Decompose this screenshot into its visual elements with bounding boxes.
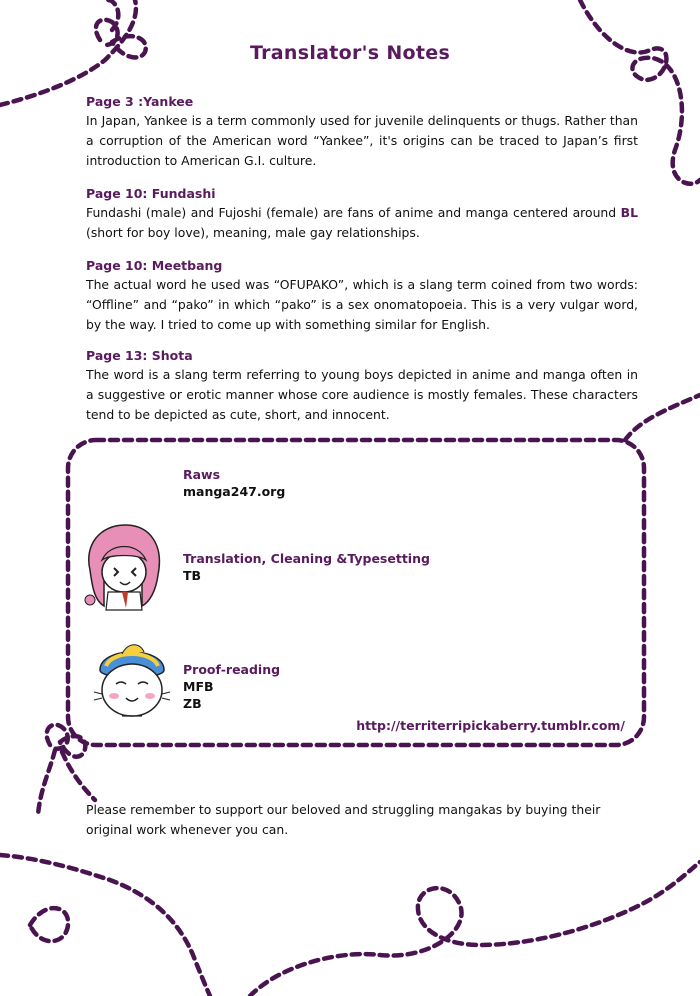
note-body: In Japan, Yankee is a term commonly used for juvenile delinquents or thugs. Rather than a corruption of the American word “Yankee”, it's origins can be traced to Japan’s first introduction to American G.I. culture. <box>86 113 638 168</box>
note-heading: Page 10: Meetbang <box>86 258 223 273</box>
tumblr-link[interactable]: http://territerripickaberry.tumblr.com/ <box>356 718 625 733</box>
note-heading: Page 13: Shota <box>86 348 193 363</box>
credit-role: Raws <box>183 467 221 482</box>
note-heading: Page 3 :Yankee <box>86 94 194 109</box>
credit-name: ZB <box>183 696 202 711</box>
credit-name: manga247.org <box>183 484 286 499</box>
note-body-highlight: BL <box>620 205 638 220</box>
bandana-cat-face-avatar-icon <box>92 634 172 720</box>
footer-message: Please remember to support our beloved and struggling mangakas by buying their original work whenever you can. <box>86 802 601 837</box>
note-meetbang <box>86 258 638 335</box>
note-shota <box>86 348 638 425</box>
note-heading: Page 10: Fundashi <box>86 186 216 201</box>
credit-raws <box>183 466 285 500</box>
page-title: Translator's Notes <box>249 42 451 64</box>
credit-name: TB <box>183 568 202 583</box>
credit-role: Proof-reading <box>183 662 281 677</box>
credit-translation <box>183 550 430 584</box>
note-body: The word is a slang term referring to young boys depicted in anime and manga often in a suggestive or erotic manner whose core audience is mostly females. These characters tend to be depicted as cute, short, and innocent. <box>86 367 638 422</box>
note-body-text: (short for boy love), meaning, male gay relationships. <box>86 225 420 240</box>
note-body <box>86 203 638 243</box>
note-body: The actual word he used was “OFUPAKO”, which is a slang term coined from two words: “Offline” and “pako” in which “pako” is a sex onomatopoeia. This is a very vulgar word, by the way. I tried to come up with something similar for English. <box>86 277 638 332</box>
credit-role: Translation, Cleaning &Typesetting <box>183 551 430 566</box>
credit-name: MFB <box>183 679 214 694</box>
pink-haired-girl-avatar-icon <box>80 520 166 612</box>
note-fundashi <box>86 186 638 243</box>
note-yankee <box>86 94 638 171</box>
note-body-text: Fundashi (male) and Fujoshi (female) are fans of anime and manga centered around <box>86 205 617 220</box>
credit-proofreading <box>183 661 280 712</box>
